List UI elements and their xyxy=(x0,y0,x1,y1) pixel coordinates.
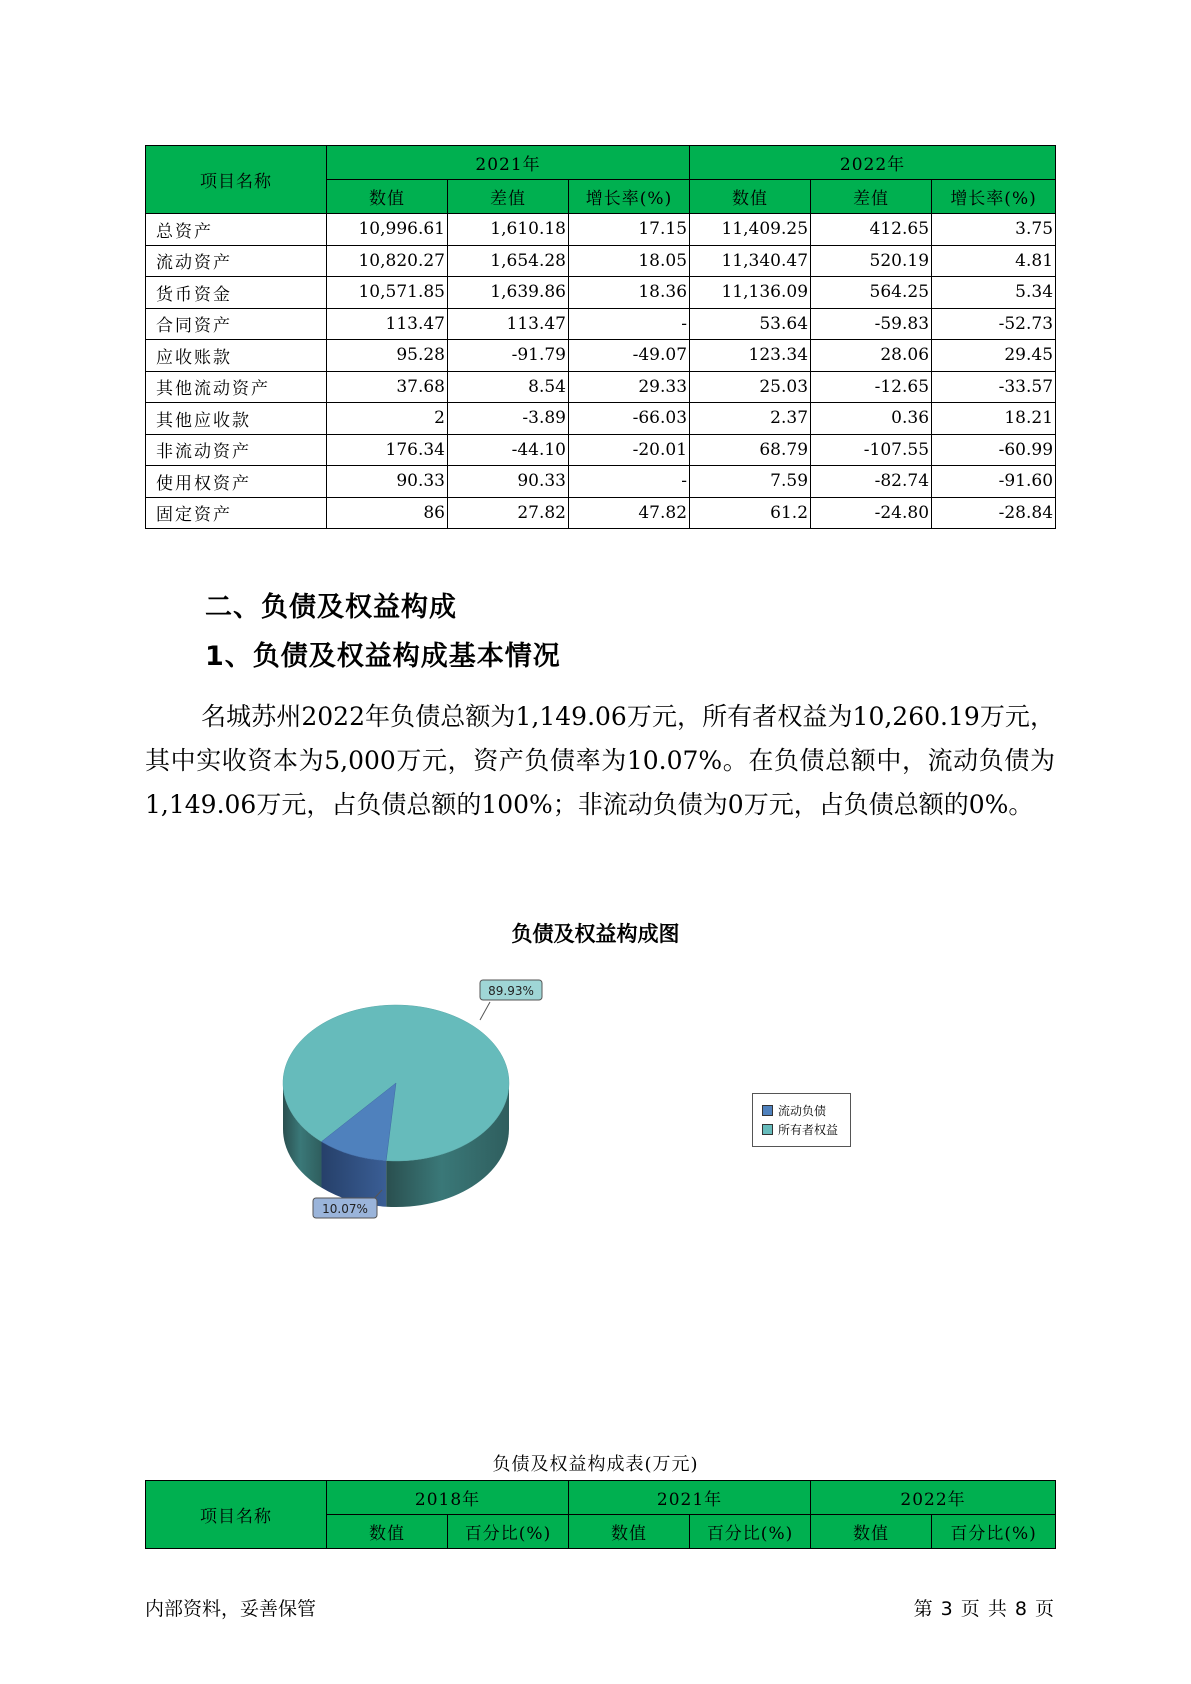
table-cell: 2 xyxy=(327,403,448,435)
paragraph-text: 名城苏州2022年负债总额为1,149.06万元，所有者权益为10,260.19万元，其中实收资本为5,000万元，资产负债率为10.07%。在负债总额中，流动负债为1,149.06万元，占负债总额的100%；非流动负债为0万元，占负债总额的0%。 xyxy=(145,702,1055,819)
table-row xyxy=(146,434,1056,466)
table-cell: -91.79 xyxy=(448,340,569,372)
table-cell: 95.28 xyxy=(327,340,448,372)
table-cell: 176.34 xyxy=(327,434,448,466)
table-cell: 18.36 xyxy=(569,277,690,309)
legend-label: 流动负债 xyxy=(778,1104,827,1118)
subheader-value: 数值 xyxy=(327,180,448,214)
table-cell: -60.99 xyxy=(932,434,1056,466)
table-row xyxy=(146,340,1056,372)
table-row xyxy=(146,371,1056,403)
table-cell: 29.33 xyxy=(569,371,690,403)
header-year-2021: 2021年 xyxy=(327,146,690,180)
pie-group xyxy=(283,1005,509,1207)
table-row xyxy=(146,466,1056,498)
table-cell: 564.25 xyxy=(811,277,932,309)
row-label: 使用权资产 xyxy=(146,466,327,498)
table-cell: -20.01 xyxy=(569,434,690,466)
row-label: 流动资产 xyxy=(146,245,327,277)
table-cell: 113.47 xyxy=(448,308,569,340)
row-label: 其他流动资产 xyxy=(146,371,327,403)
header-year-2022: 2022年 xyxy=(690,146,1056,180)
table-cell: 25.03 xyxy=(690,371,811,403)
liability-table xyxy=(145,1480,1056,1549)
table-cell: -44.10 xyxy=(448,434,569,466)
subheader-diff: 差值 xyxy=(448,180,569,214)
chart-title: 负债及权益构成图 xyxy=(511,922,680,946)
table-cell: 412.65 xyxy=(811,214,932,246)
table-row xyxy=(146,277,1056,309)
header-year-2018: 2018年 xyxy=(327,1481,569,1515)
table-cell: -12.65 xyxy=(811,371,932,403)
row-label: 应收账款 xyxy=(146,340,327,372)
table-cell: 7.59 xyxy=(690,466,811,498)
subheader-growth: 增长率(%) xyxy=(932,180,1056,214)
subheader-percent: 百分比(%) xyxy=(932,1515,1056,1549)
row-label: 合同资产 xyxy=(146,308,327,340)
footer-page-number: 第 3 页 共 8 页 xyxy=(913,1598,1054,1620)
sub-heading: 1、负债及权益构成基本情况 xyxy=(205,641,561,672)
table-cell: -66.03 xyxy=(569,403,690,435)
subheader-value: 数值 xyxy=(811,1515,932,1549)
table-caption: 负债及权益构成表(万元) xyxy=(492,1454,699,1475)
table-cell: 123.34 xyxy=(690,340,811,372)
table-cell: 11,340.47 xyxy=(690,245,811,277)
table-cell: -59.83 xyxy=(811,308,932,340)
table-cell: -33.57 xyxy=(932,371,1056,403)
table-cell: 18.21 xyxy=(932,403,1056,435)
header-item-name: 项目名称 xyxy=(146,146,327,214)
table-cell: 520.19 xyxy=(811,245,932,277)
table-cell: 90.33 xyxy=(448,466,569,498)
table-cell: 1,654.28 xyxy=(448,245,569,277)
row-label: 总资产 xyxy=(146,214,327,246)
subheader-value: 数值 xyxy=(690,180,811,214)
table-cell: 18.05 xyxy=(569,245,690,277)
table-cell: 27.82 xyxy=(448,497,569,529)
subheader-value: 数值 xyxy=(327,1515,448,1549)
subheader-diff: 差值 xyxy=(811,180,932,214)
table-cell: 11,136.09 xyxy=(690,277,811,309)
subheader-percent: 百分比(%) xyxy=(448,1515,569,1549)
table-cell: 11,409.25 xyxy=(690,214,811,246)
header-year-2022: 2022年 xyxy=(811,1481,1056,1515)
table-cell: 3.75 xyxy=(932,214,1056,246)
table-cell: 37.68 xyxy=(327,371,448,403)
table-cell: 1,610.18 xyxy=(448,214,569,246)
subheader-growth: 增长率(%) xyxy=(569,180,690,214)
section-heading: 二、负债及权益构成 xyxy=(205,592,457,623)
table-cell: 10,996.61 xyxy=(327,214,448,246)
table-cell: 2.37 xyxy=(690,403,811,435)
table-cell: 47.82 xyxy=(569,497,690,529)
table-cell: -28.84 xyxy=(932,497,1056,529)
table-cell: -3.89 xyxy=(448,403,569,435)
table-cell: -24.80 xyxy=(811,497,932,529)
table-cell: 28.06 xyxy=(811,340,932,372)
table-cell: 113.47 xyxy=(327,308,448,340)
table-cell: -82.74 xyxy=(811,466,932,498)
table-cell: 86 xyxy=(327,497,448,529)
table-cell: 5.34 xyxy=(932,277,1056,309)
subheader-value: 数值 xyxy=(569,1515,690,1549)
row-label: 非流动资产 xyxy=(146,434,327,466)
table-cell: 10,820.27 xyxy=(327,245,448,277)
table-cell: 61.2 xyxy=(690,497,811,529)
row-label: 固定资产 xyxy=(146,497,327,529)
label-equity: 89.93% xyxy=(488,984,534,998)
table-cell: -91.60 xyxy=(932,466,1056,498)
pie-chart xyxy=(0,960,1191,1250)
table-cell: -52.73 xyxy=(932,308,1056,340)
table-cell: 0.36 xyxy=(811,403,932,435)
table-cell: 17.15 xyxy=(569,214,690,246)
footer-confidential: 内部资料，妥善保管 xyxy=(145,1598,317,1620)
header-year-2021: 2021年 xyxy=(569,1481,811,1515)
table-row xyxy=(146,308,1056,340)
legend-label: 所有者权益 xyxy=(778,1123,839,1137)
legend-item-equity xyxy=(762,1121,850,1140)
subheader-percent: 百分比(%) xyxy=(690,1515,811,1549)
row-label: 其他应收款 xyxy=(146,403,327,435)
asset-table xyxy=(145,145,1056,529)
header-item-name: 项目名称 xyxy=(146,1481,327,1549)
body-paragraph xyxy=(145,695,1055,827)
table-cell: 4.81 xyxy=(932,245,1056,277)
table-cell: 68.79 xyxy=(690,434,811,466)
table-row xyxy=(146,403,1056,435)
table-cell: -107.55 xyxy=(811,434,932,466)
table-cell: - xyxy=(569,308,690,340)
legend-swatch xyxy=(762,1105,773,1116)
label-liability: 10.07% xyxy=(322,1202,368,1216)
table-cell: 53.64 xyxy=(690,308,811,340)
legend-item-liability xyxy=(762,1102,850,1121)
row-label: 货币资金 xyxy=(146,277,327,309)
table-cell: 10,571.85 xyxy=(327,277,448,309)
table-row xyxy=(146,214,1056,246)
chart-legend xyxy=(752,1093,851,1147)
table-cell: 29.45 xyxy=(932,340,1056,372)
table-row xyxy=(146,497,1056,529)
table-cell: 8.54 xyxy=(448,371,569,403)
table-row xyxy=(146,245,1056,277)
table-cell: - xyxy=(569,466,690,498)
label-leader-equity xyxy=(480,1002,490,1020)
legend-swatch xyxy=(762,1124,773,1135)
table-cell: -49.07 xyxy=(569,340,690,372)
table-cell: 90.33 xyxy=(327,466,448,498)
table-cell: 1,639.86 xyxy=(448,277,569,309)
